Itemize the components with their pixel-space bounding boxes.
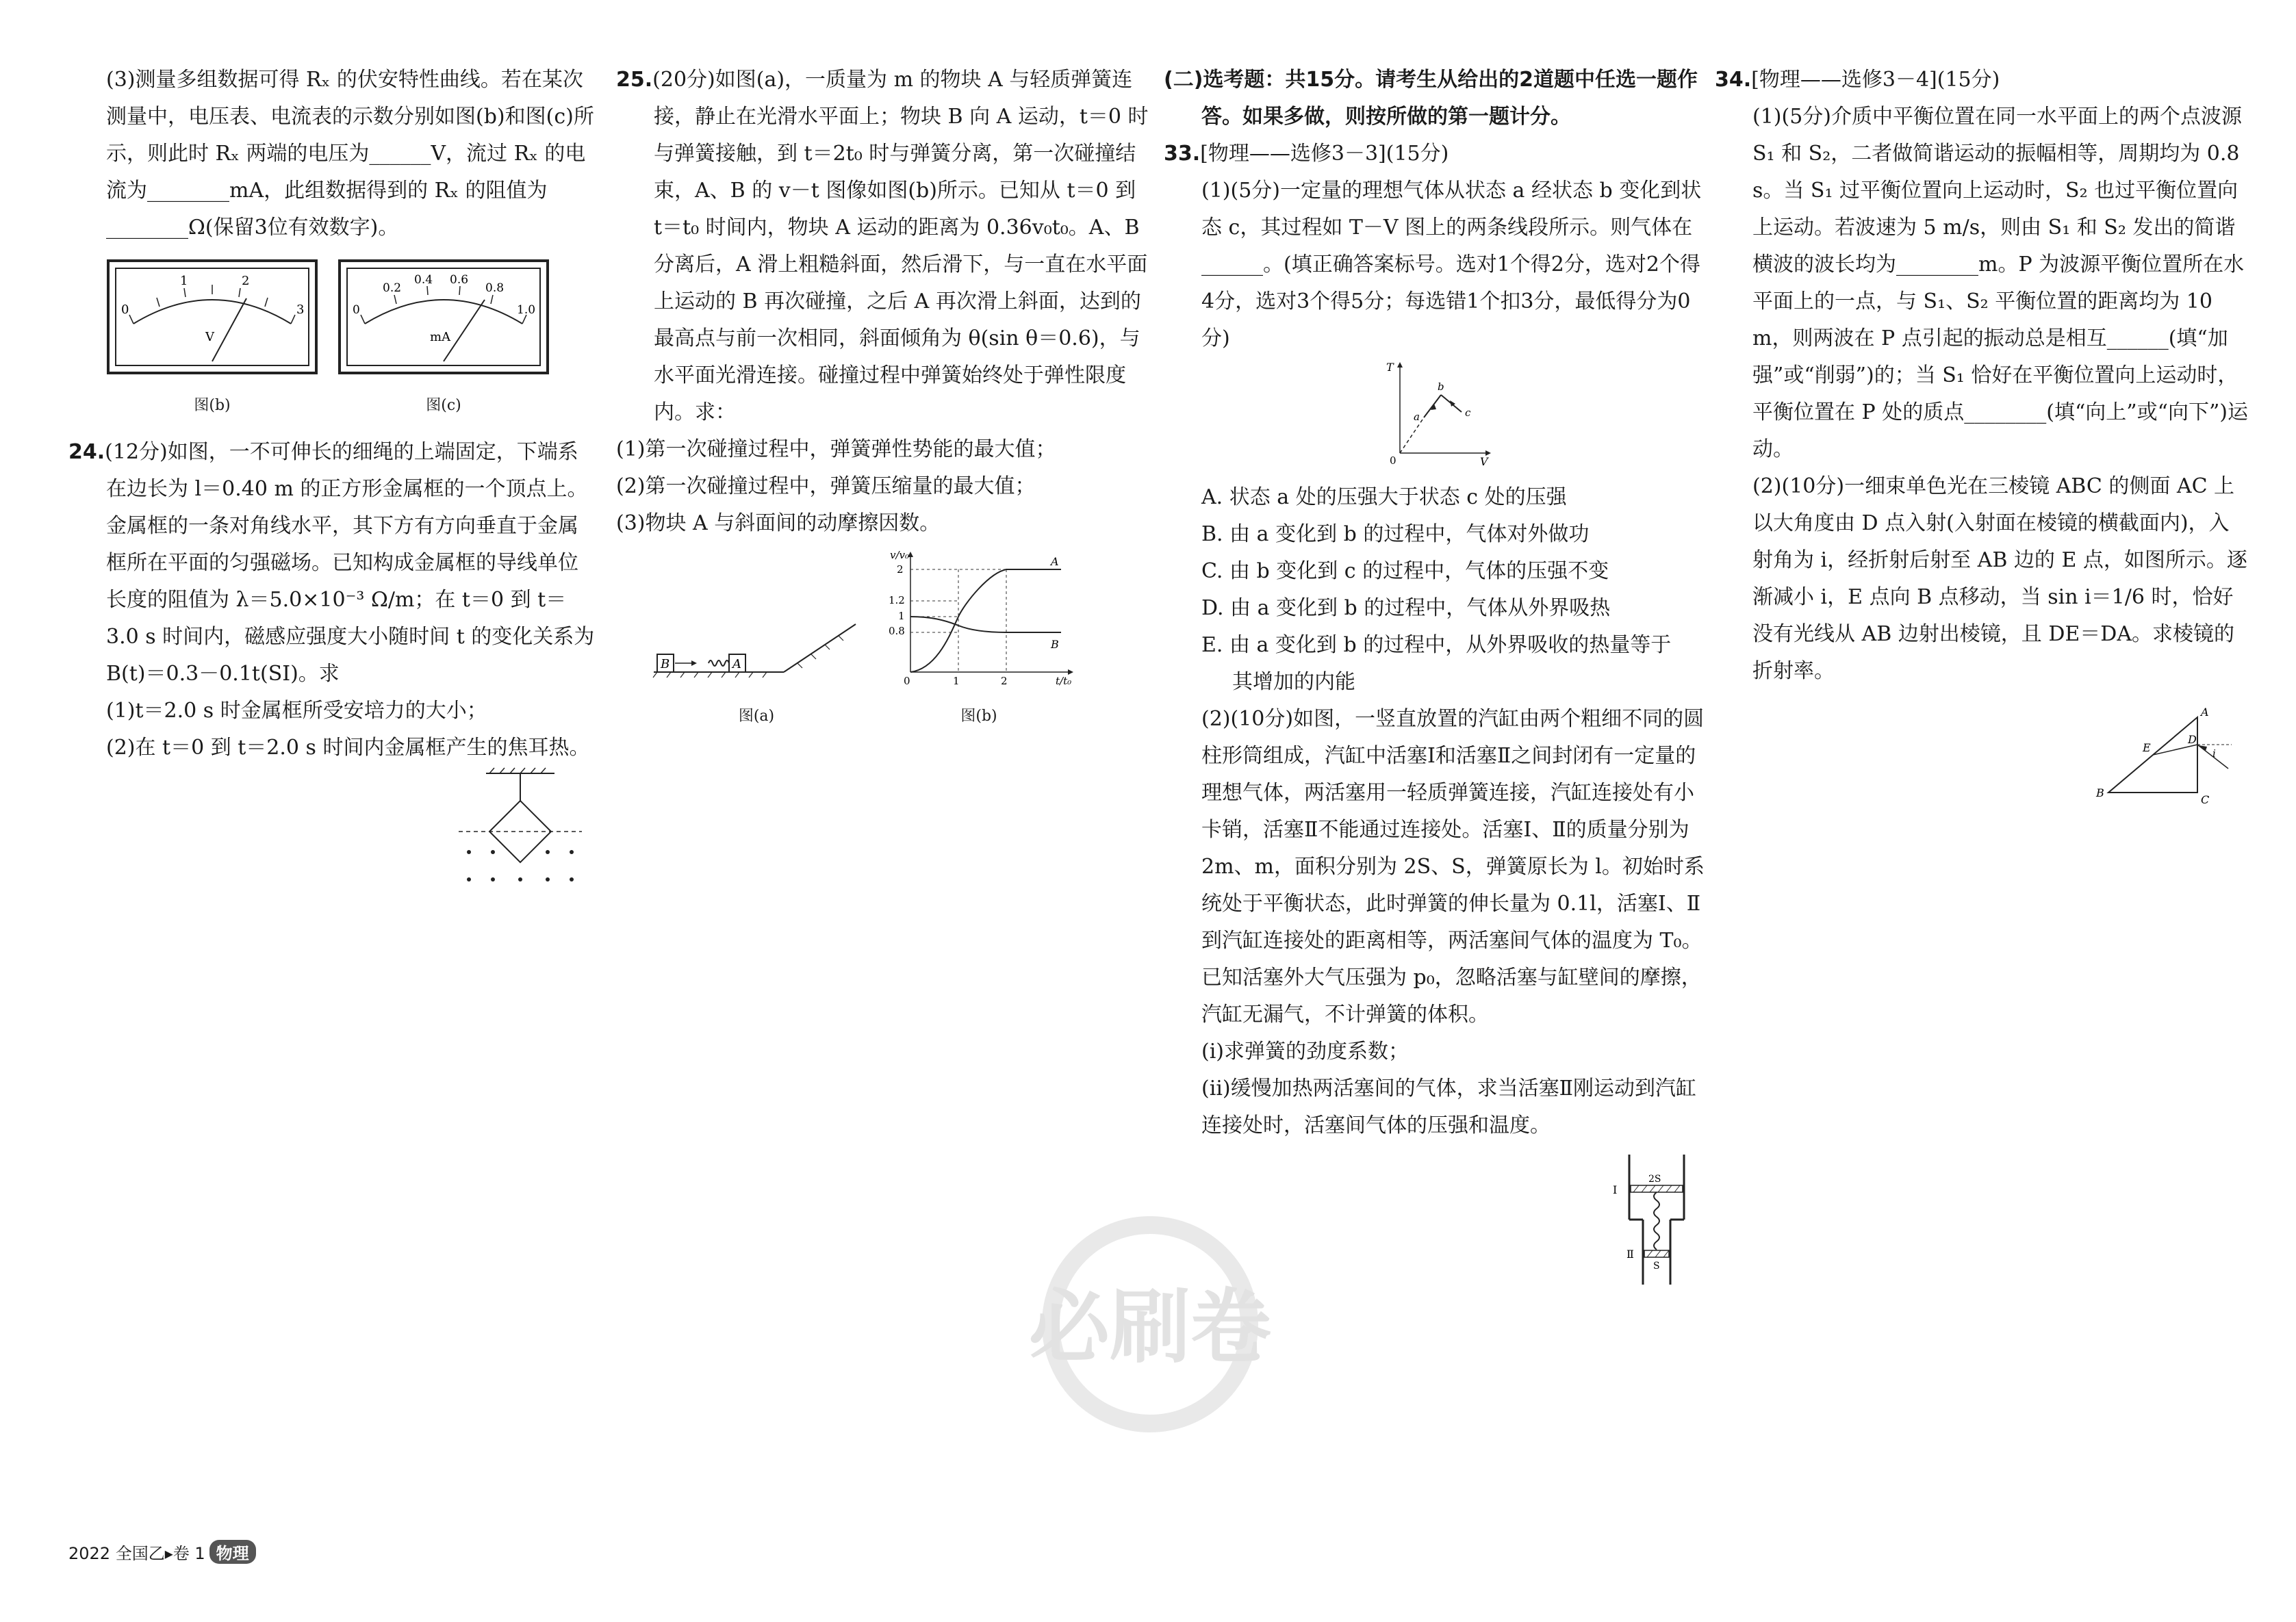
cyl-piston-1: Ⅰ	[1613, 1183, 1618, 1196]
prism-vertex-a: A	[2201, 706, 2209, 719]
prism-point-d: D	[2188, 733, 2197, 746]
cyl-area-2s: 2S	[1648, 1174, 1661, 1185]
q25-sub1: (1)第一次碰撞过程中，弹簧弹性势能的最大值；	[616, 437, 1056, 461]
fig-a	[650, 610, 863, 735]
fig-b	[876, 549, 1082, 735]
voltmeter-tick-1: 1	[180, 274, 188, 288]
q25-body: (20分)如图(a)，一质量为 m 的物块 A 与轻质弹簧连接，静止在光滑水平面上；物块 B 向 A 运动，t＝0 时与弹簧接触，到 t＝2t₀ 时与弹簧分离，第一次碰撞结束，A、B 的 v－t 图像如图(b)所示。已知从 t＝0 到 t＝t₀ 时间内，物块 A 运动的距离为 0.36v₀t₀。A、B 分离后，A 滑上粗糙斜面，然后滑下，与一直在水平面上运动的 B 再次碰撞，之后 A 再次滑上斜面，达到的最高点与前一次相同，斜面倾角为 θ(sin θ＝0.6)，与水平面光滑连接。碰撞过程中弹簧始终处于弹性限度内。求：	[652, 68, 1149, 424]
tv-ylabel: T	[1386, 361, 1394, 374]
q34-part1: (1)(5分)介质中平衡位置在同一水平面上的两个点波源 S₁ 和 S₂，二者做简谐运动的振幅相等，周期均为 0.8 s。当 S₁ 过平衡位置向上运动时，S₂ 也过平衡位置向上运动。若波速为 5 m/s，则由 S₁ 和 S₂ 发出的简谐横波的波长均为________m。P 为波源平衡位置所在水平面上的一点，与 S₁、S₂ 平衡位置的距离均为 10 m，则两波在 P 点引起的振动总是相互______(填“加强”或“削弱”)的；当 S₁ 恰好在平衡位置向上运动时，平衡位置在 P 处的质点________(填“向上”或“向下”)运动。	[1752, 105, 2249, 461]
q33-option-e-cont: 其增加的内能	[1232, 670, 1355, 694]
q24-text	[68, 434, 596, 693]
ammeter-tick-1: 0.2	[383, 281, 402, 295]
page-footer	[68, 1540, 256, 1564]
vt-ytick-0-8: 0.8	[889, 625, 905, 637]
q33-heading	[1164, 136, 1705, 172]
q25-text	[616, 62, 1150, 431]
ammeter-caption: 图(c)	[426, 397, 461, 414]
vt-ytick-1: 1	[898, 610, 905, 622]
tv-graph	[1383, 357, 1492, 467]
footer-exam-label: 2022 全国乙▸卷 1	[68, 1544, 205, 1563]
q34-part2: (2)(10分)一细束单色光在三棱镜 ABC 的侧面 AC 上以大角度由 D 点入射(入射面在棱镜的横截面内)，入射角为 i，经折射后射至 AB 边的 E 点，如图所示。逐渐减小 i，E 点向 B 点移动，当 sin i＝1/6 时，恰好没有光线从 AB 边射出棱镜，且 DE＝DA。求棱镜的折射率。	[1752, 474, 2247, 683]
q33-sub-ii: (ⅱ)缓慢加热两活塞间的气体，求当活塞Ⅱ刚运动到汽缸连接处时，活塞间气体的压强和温度。	[1201, 1077, 1696, 1137]
q33-option-c: C. 由 b 变化到 c 的过程中，气体的压强不变	[1201, 559, 1609, 583]
q34-head: [物理——选修3－4](15分)	[1751, 68, 2000, 92]
voltmeter-caption: 图(b)	[194, 397, 231, 414]
vt-ylabel: v/v₀	[890, 549, 910, 561]
q24-sub1: (1)t＝2.0 s 时金属框所受安培力的大小；	[106, 699, 487, 723]
ammeter-figure	[337, 259, 550, 424]
q25-number: 25.	[616, 68, 653, 92]
q33-option-a: A. 状态 a 处的压强大于状态 c 处的压强	[1201, 485, 1567, 509]
q24-sub2: (2)在 t＝0 到 t＝2.0 s 时间内金属框产生的焦耳热。	[106, 736, 590, 760]
tv-xlabel: V	[1480, 455, 1488, 467]
prism-vertex-b: B	[2096, 786, 2104, 799]
voltmeter-tick-0: 0	[121, 302, 129, 317]
meter-figures	[106, 259, 596, 424]
fig-a-block-b: B	[661, 657, 670, 671]
watermark-text: 必刷卷	[1028, 1279, 1272, 1374]
ammeter-tick-0: 0	[353, 303, 360, 317]
column-1	[68, 62, 596, 916]
vt-curve-b	[910, 617, 1061, 632]
vt-xtick-2: 2	[1001, 675, 1008, 686]
q23-part3-text: (3)测量多组数据可得 Rₓ 的伏安特性曲线。若在某次测量中，电压表、电流表的示数分别如图(b)和图(c)所示，则此时 Rₓ 两端的电压为______V，流过 Rₓ 的电流为________mA，此组数据得到的 Rₓ 的阻值为________Ω(保留3位有效数字)。	[106, 68, 594, 240]
watermark-logo	[955, 1211, 1345, 1437]
vt-ytick-2: 2	[897, 563, 904, 576]
vt-xlabel: t/t₀	[1056, 675, 1072, 686]
q25-sub2: (2)第一次碰撞过程中，弹簧压缩量的最大值；	[616, 474, 1036, 498]
vt-label-a: A	[1051, 555, 1059, 568]
voltmeter-tick-3: 3	[296, 302, 305, 317]
cyl-piston-2: Ⅱ	[1627, 1248, 1634, 1261]
q24-body: (12分)如图，一不可伸长的细绳的上端固定，下端系在边长为 l＝0.40 m 的正方形金属框的一个顶点上。金属框的一条对角线水平，其下方有方向垂直于金属框所在平面的匀强磁场。已知构成金属框的导线单位长度的阻值为 λ＝5.0×10⁻³ Ω/m；在 t＝0 到 t＝3.0 s 时间内，磁感应强度大小随时间 t 的变化关系为 B(t)＝0.3－0.1t(SI)。求	[105, 440, 595, 686]
footer-subject-badge: 物理	[209, 1540, 256, 1564]
fig-a-block-a: A	[732, 657, 741, 671]
prism-point-e: E	[2143, 741, 2151, 754]
prism-angle-i: i	[2212, 747, 2216, 760]
q33-sub-i: (ⅰ)求弹簧的劲度系数；	[1201, 1040, 1410, 1064]
block-spring-slope-diagram	[650, 610, 863, 686]
voltmeter-unit: V	[205, 330, 214, 344]
q25-sub3: (3)物块 A 与斜面间的动摩擦因数。	[616, 511, 941, 535]
voltmeter-needle	[212, 298, 246, 361]
q33-option-d: D. 由 a 变化到 b 的过程中，气体从外界吸热	[1201, 596, 1611, 620]
ammeter-tick-5: 1.0	[517, 303, 536, 317]
ammeter-tick-3: 0.6	[450, 273, 469, 287]
q25-figures	[650, 549, 1150, 735]
prism-figure	[2095, 704, 2252, 806]
tv-point-c: c	[1465, 407, 1471, 419]
q33-part2: (2)(10分)如图，一竖直放置的汽缸由两个粗细不同的圆柱形筒组成，汽缸中活塞Ⅰ和活塞Ⅱ之间封闭有一定量的理想气体，两活塞用一轻质弹簧连接，汽缸连接处有小卡销，活塞Ⅱ不能通过连接处。活塞Ⅰ、Ⅱ的质量分别为 2m、m，面积分别为 2S、S，弹簧原长为 l。初始时系统处于平衡状态，此时弹簧的伸长量为 0.1l，活塞Ⅰ、Ⅱ到汽缸连接处的距离相等，两活塞间气体的温度为 T₀。已知活塞外大气压强为 p₀，忽略活塞与缸壁间的摩擦，汽缸无漏气，不计弹簧的体积。	[1201, 707, 1705, 1027]
vt-xtick-1: 1	[953, 675, 960, 686]
vt-curve-a	[910, 569, 1061, 672]
vt-xtick-0: 0	[904, 675, 910, 686]
ammeter-tick-4: 0.8	[485, 281, 505, 295]
milliammeter-diagram	[337, 259, 550, 375]
column-4	[1715, 62, 2249, 819]
column-3	[1164, 62, 1705, 1300]
cylinder-figure	[1609, 1151, 1705, 1288]
tv-point-a: a	[1414, 411, 1420, 423]
voltmeter-tick-2: 2	[242, 274, 250, 288]
vt-label-b: B	[1051, 638, 1059, 651]
tv-point-b: b	[1438, 381, 1444, 393]
q33-part1: (1)(5分)一定量的理想气体从状态 a 经状态 b 变化到状态 c，其过程如 T－V 图上的两条线段所示。则气体在______。(填正确答案标号。选对1个得2分，选对2个得4分，选对3个得5分；每选错1个扣3分，最低得分为0分)	[1201, 179, 1702, 350]
vt-ytick-1-2: 1.2	[889, 594, 905, 606]
q34-number: 34.	[1715, 68, 1752, 92]
ammeter-tick-2: 0.4	[414, 273, 433, 287]
fig-b-caption: 图(b)	[960, 708, 997, 725]
q33-head: [物理——选修3－3](15分)	[1200, 142, 1449, 166]
voltmeter-diagram	[106, 259, 318, 375]
column-2	[616, 62, 1150, 735]
q24-number: 24.	[68, 440, 105, 464]
cyl-area-s: S	[1653, 1261, 1660, 1272]
q33-option-b: B. 由 a 变化到 b 的过程中，气体对外做功	[1201, 522, 1590, 546]
q33-number: 33.	[1164, 142, 1201, 166]
optional-section-heading: (二)选考题：共15分。请考生从给出的2道题中任选一题作答。如果多做，则按所做的第一题计分。	[1164, 68, 1698, 129]
q33-option-e: E. 由 a 变化到 b 的过程中，从外界吸收的热量等于	[1201, 633, 1672, 657]
metal-frame-figure	[452, 767, 589, 903]
ammeter-unit: mA	[430, 330, 451, 344]
fig-a-caption: 图(a)	[738, 708, 775, 725]
tv-origin: 0	[1390, 454, 1396, 467]
q34-heading	[1715, 62, 2249, 99]
voltmeter-figure	[106, 259, 318, 424]
vt-graph	[876, 549, 1082, 686]
prism-vertex-c: C	[2201, 793, 2210, 806]
